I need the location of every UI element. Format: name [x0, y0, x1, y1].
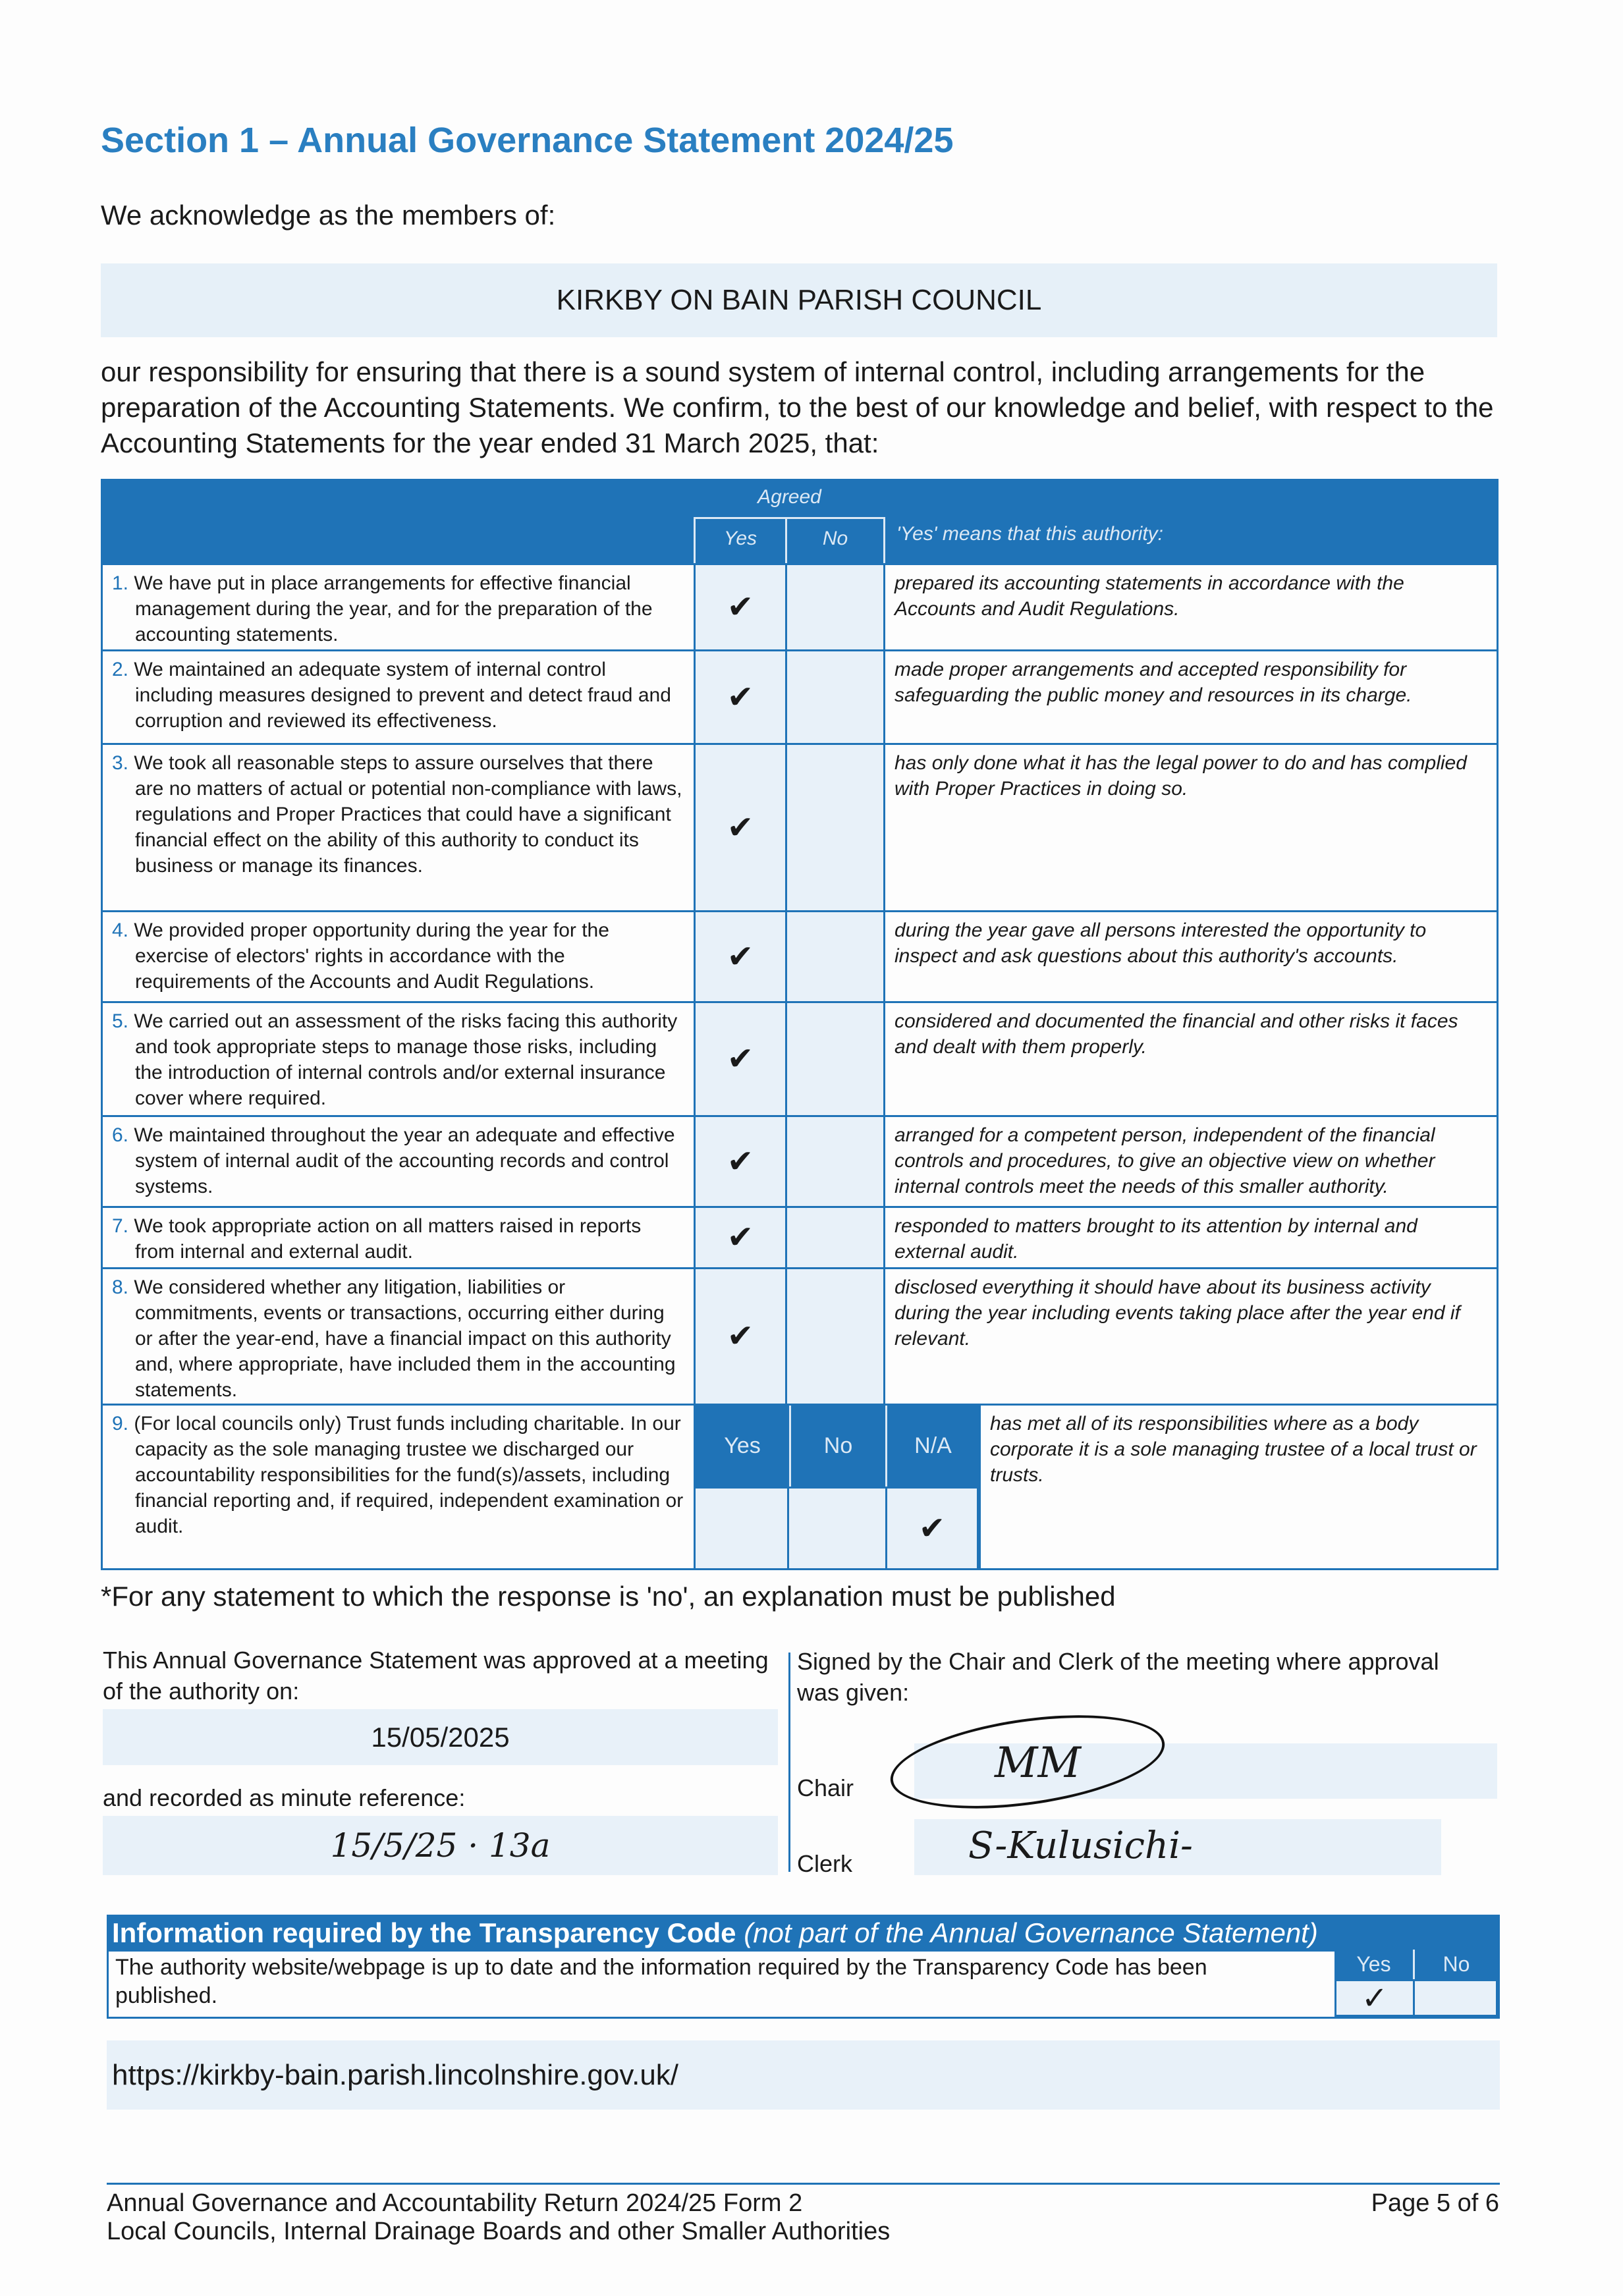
statement-row [103, 1206, 1497, 1267]
means-text: disclosed everything it should have about its business activity during the year including events taking place after the year end if relevant. [894, 1276, 1460, 1350]
no-checkbox[interactable] [787, 1003, 885, 1115]
statement-row [103, 1115, 1497, 1206]
statement-text [103, 565, 694, 649]
statement-row [103, 743, 1497, 910]
statement-text [103, 912, 694, 1001]
means-header: 'Yes' means that this authority: [896, 523, 1163, 545]
statement-number: 3. [112, 752, 129, 774]
statement-text [103, 1208, 694, 1267]
statement-number: 6. [112, 1124, 129, 1146]
check-icon: ✔ [727, 680, 754, 715]
statement-text [103, 651, 694, 743]
statement-number: 4. [112, 919, 129, 941]
no-checkbox[interactable] [787, 1269, 885, 1404]
means-text: responded to matters brought to its attention by internal and external audit. [894, 1215, 1417, 1263]
statement-row [103, 910, 1497, 1001]
means-text: prepared its accounting statements in accordance with the Accounts and Audit Regulations. [894, 572, 1404, 620]
no-header: No [789, 1406, 885, 1487]
yes-checkbox[interactable] [694, 565, 787, 649]
approval-date-field[interactable]: 15/05/2025 [103, 1709, 778, 1765]
transparency-no-header: No [1415, 1950, 1498, 1979]
yes-checkbox[interactable] [694, 912, 787, 1001]
table-header [103, 481, 1497, 563]
no-checkbox[interactable] [787, 651, 885, 743]
yes-header: Yes [694, 1406, 789, 1487]
check-icon: ✔ [727, 1144, 754, 1179]
statement-row-9 [103, 1404, 1497, 1568]
transparency-title: Information required by the Transparency Code [112, 1917, 736, 1948]
means-text: considered and documented the financial and other risks it faces and dealt with them properly. [894, 1010, 1458, 1058]
check-icon: ✔ [918, 1511, 946, 1546]
minute-label: and recorded as minute reference: [103, 1784, 466, 1811]
yes-checkbox[interactable] [694, 651, 787, 743]
footer-line2: Local Councils, Internal Drainage Boards and other Smaller Authorities [107, 2218, 891, 2245]
yes-checkbox[interactable] [694, 1117, 787, 1206]
transparency-no-checkbox[interactable] [1415, 1979, 1498, 2017]
website-url-field[interactable]: https://kirkby-bain.parish.lincolnshire.gov.uk/ [107, 2040, 1500, 2110]
check-icon: ✔ [727, 1220, 754, 1255]
statement-row [103, 1267, 1497, 1404]
footer-rule [107, 2183, 1500, 2185]
statement-text [103, 1117, 694, 1206]
check-icon: ✔ [727, 589, 754, 625]
means-text: has met all of its responsibilities where as a body corporate it is a sole managing trustee of a local trust or trusts. [979, 1406, 1497, 1568]
transparency-body [107, 1950, 1500, 2019]
statement-body: We took appropriate action on all matters raised in reports from internal and external audit. [134, 1215, 642, 1263]
yes-checkbox[interactable] [694, 1003, 787, 1115]
na-header: N/A [885, 1406, 979, 1487]
chair-label: Chair [797, 1774, 854, 1801]
clerk-signature: S-Kulusichi- [968, 1824, 1193, 1867]
transparency-header [107, 1915, 1500, 1952]
transparency-subtitle: (not part of the Annual Governance Statement) [744, 1917, 1318, 1948]
no-checkbox[interactable] [787, 1208, 885, 1267]
statement-text [103, 1269, 694, 1404]
check-icon: ✔ [727, 939, 754, 974]
signed-text: Signed by the Chair and Clerk of the meeting where approval was given: [797, 1648, 1439, 1706]
check-icon: ✔ [727, 810, 754, 845]
yes-checkbox[interactable] [694, 1269, 787, 1404]
statement-row [103, 563, 1497, 649]
footer-line1: Annual Governance and Accountability Return 2024/25 Form 2 [107, 2189, 803, 2217]
council-name-field: KIRKBY ON BAIN PARISH COUNCIL [101, 263, 1497, 337]
clerk-label: Clerk [797, 1850, 853, 1877]
page-number: Page 5 of 6 [1371, 2189, 1499, 2217]
statement-body: We carried out an assessment of the risks facing this authority and took appropriate steps to manage those risks, including the introduction of internal controls and/or external insurance cover where required. [134, 1010, 678, 1109]
footnote: *For any statement to which the response is 'no', an explanation must be published [101, 1581, 1116, 1612]
statement-number: 1. [112, 572, 129, 594]
intro-paragraph: our responsibility for ensuring that there is a sound system of internal control, including arrangements for the preparation of the Accounting Statements. We confirm, to the best of our knowledge and belief, with respect to the Accounting Statements for the year ended 31 March 2025, that: [101, 356, 1494, 458]
statement-body: We provided proper opportunity during the year for the exercise of electors' rights in accordance with the requirements of the Accounts and Audit Regulations. [134, 919, 609, 993]
statement-row [103, 1001, 1497, 1115]
statement-row [103, 649, 1497, 743]
no-checkbox[interactable] [787, 565, 885, 649]
statement-text [103, 1406, 694, 1568]
statement-body: We have put in place arrangements for effective financial management during the year, and for the preparation of the accounting statements. [134, 572, 653, 645]
divider [788, 1653, 790, 1872]
statement-body: We took all reasonable steps to assure ourselves that there are no matters of actual or potential non-compliance with laws, regulations and Proper Practices that could have a significant financial effect on the ability of this authority to conduct its business or manage its finances. [134, 752, 682, 877]
means-text: has only done what it has the legal power to do and has complied with Proper Practices in doing so. [894, 752, 1467, 800]
minute-reference-field[interactable]: 15/5/25 · 13a [103, 1816, 778, 1875]
transparency-yes-checkbox[interactable]: ✓ [1334, 1979, 1415, 2017]
statement-text [103, 745, 694, 910]
statement-text [103, 1003, 694, 1115]
means-text: arranged for a competent person, independent of the financial controls and procedures, to give an objective view on whether internal controls meet the needs of this smaller authority. [894, 1124, 1435, 1197]
yes-checkbox[interactable] [694, 1487, 789, 1568]
agreed-label: Agreed [757, 486, 821, 508]
approved-text: This Annual Governance Statement was approved at a meeting of the authority on: [103, 1647, 769, 1705]
statement-number: 8. [112, 1276, 129, 1298]
statement-body: We maintained an adequate system of internal control including measures designed to prevent and detect fraud and corruption and reviewed its effectiveness. [134, 659, 671, 732]
yes-checkbox[interactable] [694, 1208, 787, 1267]
no-checkbox[interactable] [787, 1117, 885, 1206]
transparency-yes-header: Yes [1334, 1950, 1415, 1979]
na-checkbox[interactable] [885, 1487, 979, 1568]
no-checkbox[interactable] [787, 745, 885, 910]
statement-number: 5. [112, 1010, 129, 1032]
page-title: Section 1 – Annual Governance Statement 2024/25 [101, 121, 954, 160]
statement-number: 9. [112, 1413, 129, 1435]
means-text: made proper arrangements and accepted responsibility for safeguarding the public money and resources in its charge. [894, 659, 1412, 706]
yes-header: Yes [694, 517, 787, 563]
statement-number: 2. [112, 659, 129, 680]
chair-signature: MM [995, 1739, 1082, 1788]
means-text: during the year gave all persons interested the opportunity to inspect and ask questions about this authority's accounts. [894, 919, 1427, 967]
check-icon: ✔ [727, 1319, 754, 1354]
acknowledge-text: We acknowledge as the members of: [101, 200, 556, 231]
statement-body: (For local councils only) Trust funds including charitable. In our capacity as the sole managing trustee we discharged our accountability responsibilities for the fund(s)/assets, including financial reporting and, if required, independent examination or audit. [134, 1413, 684, 1537]
governance-table [101, 479, 1499, 1570]
yes-checkbox[interactable] [694, 745, 787, 910]
statement-number: 7. [112, 1215, 129, 1237]
statement-body: We maintained throughout the year an adequate and effective system of internal audit of the accounting records and control systems. [134, 1124, 675, 1197]
no-checkbox[interactable] [787, 912, 885, 1001]
no-header: No [787, 517, 885, 563]
statement-body: We considered whether any litigation, liabilities or commitments, events or transactions, occurring either during or after the year-end, have a financial impact on this authority and, where appropriate, have included them in the accounting statements. [134, 1276, 676, 1401]
transparency-text: The authority website/webpage is up to date and the information required by the Transparency Code has been published. [115, 1955, 1207, 2008]
check-icon: ✔ [727, 1041, 754, 1077]
no-checkbox[interactable] [789, 1487, 885, 1568]
